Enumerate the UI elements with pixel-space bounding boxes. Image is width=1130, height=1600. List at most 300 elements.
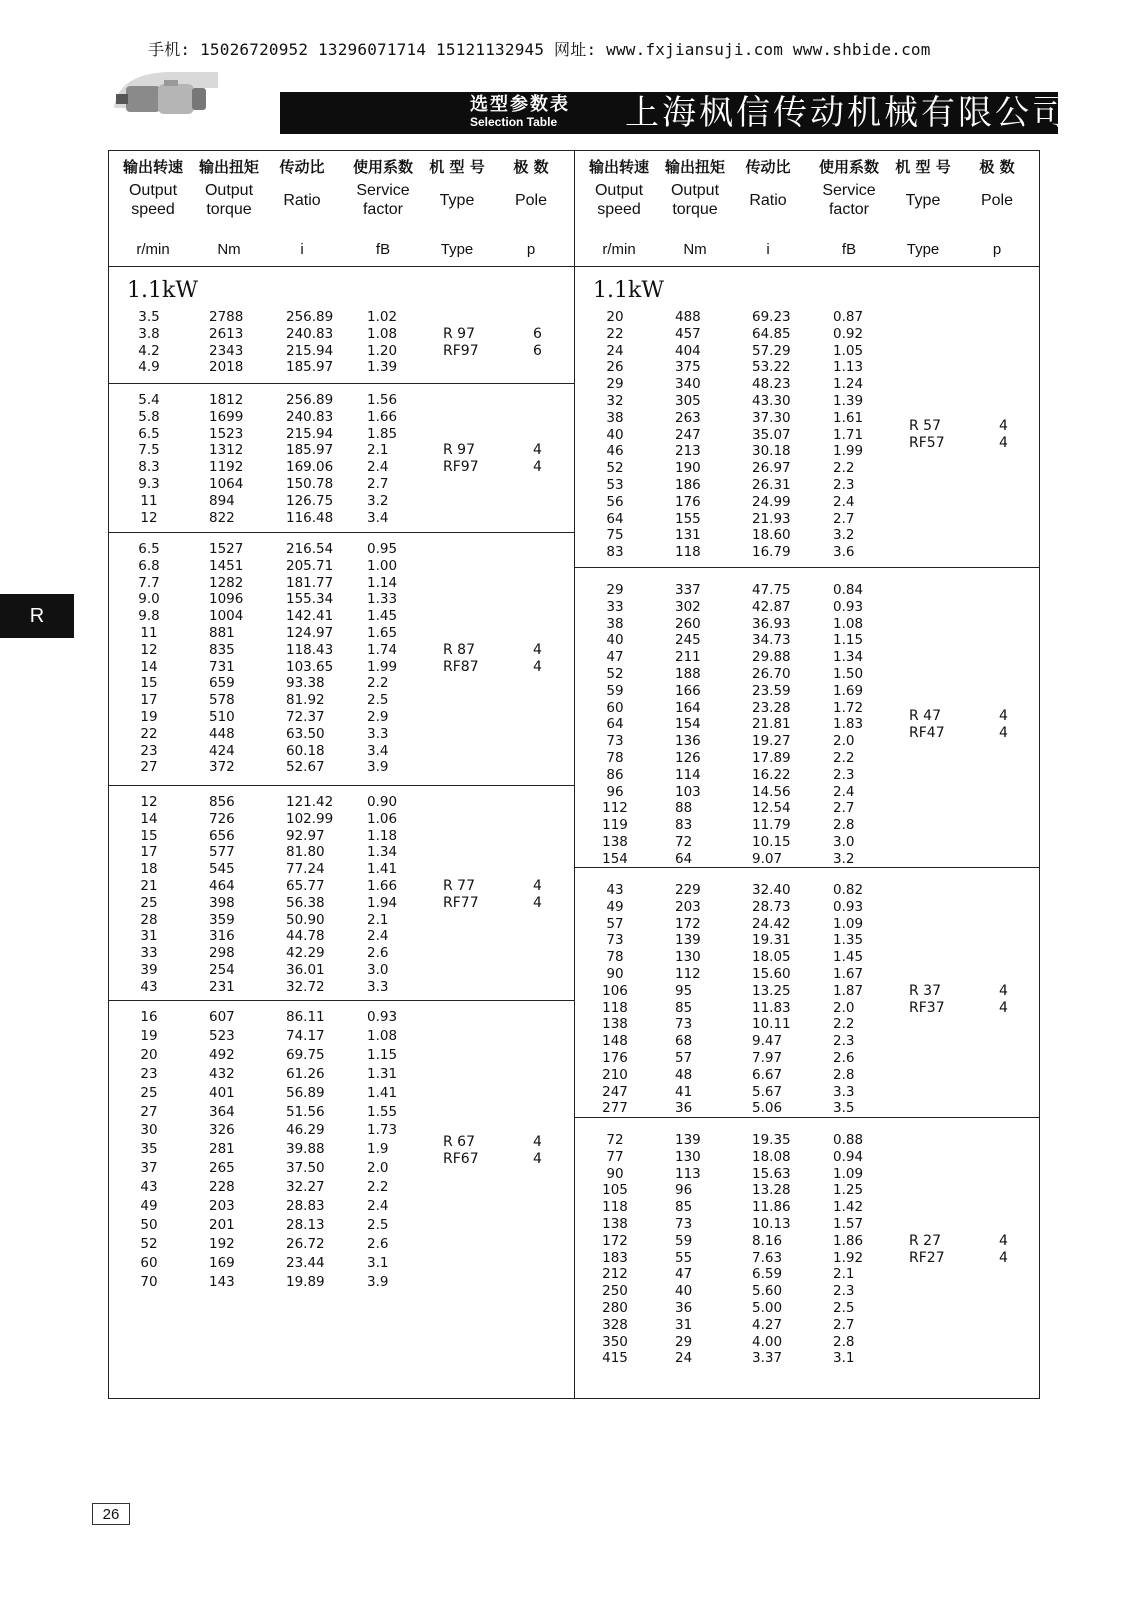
ratio: 51.56 <box>286 1103 325 1120</box>
table-row <box>575 326 1040 343</box>
output-torque: 143 <box>209 1273 235 1290</box>
table-row <box>575 359 1040 376</box>
output-speed: 33 <box>606 598 624 615</box>
output-torque: 47 <box>675 1266 693 1283</box>
column-header <box>343 153 423 263</box>
service-factor: 2.1 <box>833 1266 855 1283</box>
table-row <box>109 675 574 692</box>
output-speed: 277 <box>602 1100 628 1117</box>
service-factor: 1.02 <box>367 309 398 325</box>
output-speed: 52 <box>606 666 624 682</box>
table-row <box>575 767 1040 784</box>
table-row <box>109 1009 574 1026</box>
output-speed: 50 <box>140 1216 158 1233</box>
table-row <box>575 544 1040 561</box>
output-speed: 23 <box>140 742 158 759</box>
output-torque: 281 <box>209 1141 235 1158</box>
output-speed: 83 <box>606 544 624 561</box>
table-row <box>575 1199 1040 1216</box>
ratio: 26.72 <box>286 1235 325 1252</box>
output-speed: 90 <box>606 1165 624 1182</box>
column-header-cn: 使用系数 <box>818 158 879 176</box>
column-header-en-line: speed <box>597 201 641 218</box>
output-speed: 39 <box>140 962 158 978</box>
output-torque: 139 <box>675 932 701 949</box>
ratio: 57.29 <box>752 342 791 359</box>
table-row <box>109 878 574 895</box>
column-header-en-line: Output <box>594 182 644 199</box>
output-torque: 260 <box>675 615 701 632</box>
table-row <box>109 1179 574 1196</box>
pole-count: 4 <box>533 877 542 894</box>
service-factor: 1.09 <box>833 915 864 932</box>
service-factor: 2.8 <box>833 1333 855 1350</box>
pole-count: 4 <box>999 418 1008 434</box>
ratio: 21.93 <box>752 510 791 527</box>
table-row <box>575 599 1040 616</box>
service-factor: 1.20 <box>367 342 398 359</box>
output-speed: 20 <box>606 309 624 325</box>
output-torque: 1064 <box>209 476 244 492</box>
pole-count: 4 <box>533 641 542 658</box>
ratio: 19.35 <box>752 1132 791 1148</box>
service-factor: 2.2 <box>833 1016 855 1033</box>
output-torque: 726 <box>209 810 235 827</box>
service-factor: 2.0 <box>833 999 855 1016</box>
service-factor: 1.85 <box>367 425 398 442</box>
output-speed: 15 <box>140 675 158 692</box>
model-type: RF67 <box>443 1150 479 1167</box>
ratio: 215.94 <box>286 425 334 442</box>
output-speed: 3.5 <box>138 309 160 325</box>
output-torque: 656 <box>209 827 235 844</box>
pole-count: 4 <box>533 894 542 911</box>
table-row <box>575 1166 1040 1183</box>
output-torque: 154 <box>675 716 701 733</box>
output-speed: 31 <box>140 928 158 945</box>
ratio: 42.87 <box>752 598 791 615</box>
service-factor: 1.83 <box>833 716 864 733</box>
pole-count: 6 <box>533 325 542 342</box>
ratio: 18.60 <box>752 527 791 544</box>
output-torque: 231 <box>209 978 235 995</box>
table-row <box>575 666 1040 683</box>
output-speed: 37 <box>140 1160 158 1177</box>
column-header-en-line: torque <box>206 201 252 218</box>
ratio: 240.83 <box>286 325 334 342</box>
service-factor: 2.5 <box>833 1300 855 1316</box>
output-torque: 1812 <box>209 392 244 408</box>
service-factor: 1.94 <box>367 894 398 911</box>
output-torque: 229 <box>675 882 701 898</box>
output-torque: 337 <box>675 582 701 598</box>
model-type: RF27 <box>909 1249 945 1266</box>
output-torque: 113 <box>675 1165 701 1182</box>
service-factor: 0.88 <box>833 1132 864 1148</box>
service-factor: 1.57 <box>833 1216 864 1232</box>
output-torque: 404 <box>675 342 701 359</box>
column-header-cn: 传动比 <box>745 158 791 176</box>
service-factor: 2.1 <box>367 442 389 459</box>
ratio: 53.22 <box>752 359 791 376</box>
output-speed: 17 <box>140 844 158 861</box>
ratio: 103.65 <box>286 658 334 675</box>
ratio: 5.00 <box>752 1300 783 1316</box>
table-row <box>109 392 574 409</box>
column-header-en <box>809 181 889 219</box>
ratio: 42.29 <box>286 945 325 962</box>
column-header-cn: 机 型 号 <box>429 158 485 176</box>
table-row <box>575 632 1040 649</box>
column-header <box>189 153 269 263</box>
table-row <box>109 493 574 510</box>
table-row <box>109 442 574 459</box>
ratio: 35.07 <box>752 426 791 443</box>
output-torque: 254 <box>209 962 235 978</box>
output-torque: 1451 <box>209 557 244 574</box>
column-header-cn: 极 数 <box>513 158 549 176</box>
ratio: 39.88 <box>286 1141 325 1158</box>
table-row <box>575 427 1040 444</box>
column-header-en-line: Service <box>356 182 410 199</box>
ratio: 29.88 <box>752 649 791 666</box>
table-row <box>109 343 574 360</box>
service-factor: 1.42 <box>833 1199 864 1216</box>
table-row <box>575 1149 1040 1166</box>
table-row <box>109 1198 574 1215</box>
output-torque: 130 <box>675 1148 701 1165</box>
ratio: 3.37 <box>752 1350 783 1367</box>
ratio: 216.54 <box>286 541 334 557</box>
table-row <box>109 1160 574 1177</box>
service-factor: 0.84 <box>833 582 864 598</box>
column-header-en-line: Pole <box>514 192 548 209</box>
output-speed: 77 <box>606 1148 624 1165</box>
table-row <box>575 460 1040 477</box>
output-speed: 154 <box>602 850 628 867</box>
output-torque: 192 <box>209 1235 235 1252</box>
output-speed: 59 <box>606 682 624 699</box>
ratio: 13.28 <box>752 1182 791 1199</box>
output-speed: 38 <box>606 615 624 632</box>
output-speed: 14 <box>140 658 158 675</box>
output-torque: 457 <box>675 325 701 342</box>
column-unit: fB <box>375 241 391 258</box>
table-row <box>109 541 574 558</box>
table-row <box>109 659 574 676</box>
pole-count: 4 <box>999 999 1008 1016</box>
output-torque: 96 <box>675 1182 693 1199</box>
service-factor: 0.87 <box>833 309 864 325</box>
table-row <box>575 716 1040 733</box>
output-torque: 305 <box>675 393 701 409</box>
service-factor: 1.56 <box>367 392 398 408</box>
output-speed: 5.8 <box>138 408 160 425</box>
service-factor: 2.2 <box>833 750 855 766</box>
output-speed: 49 <box>606 898 624 915</box>
ratio: 72.37 <box>286 709 325 725</box>
output-speed: 33 <box>140 945 158 962</box>
output-torque: 316 <box>209 928 235 945</box>
service-factor: 1.00 <box>367 557 398 574</box>
ratio: 10.13 <box>752 1216 791 1232</box>
service-factor: 1.66 <box>367 878 398 894</box>
column-header-en-line: Output <box>204 182 254 199</box>
output-torque: 245 <box>675 632 701 649</box>
output-speed: 19 <box>140 709 158 725</box>
output-speed: 53 <box>606 477 624 493</box>
table-row <box>109 608 574 625</box>
output-torque: 2788 <box>209 309 244 325</box>
column-header <box>113 153 193 263</box>
ratio: 181.77 <box>286 574 334 591</box>
service-factor: 2.7 <box>833 510 855 527</box>
output-torque: 73 <box>675 1016 693 1033</box>
column-header-en-line: factor <box>362 201 403 218</box>
table-row <box>109 1122 574 1139</box>
table-row <box>109 928 574 945</box>
ratio: 56.38 <box>286 894 325 911</box>
pole-count: 4 <box>999 1249 1008 1266</box>
output-torque: 68 <box>675 1033 693 1050</box>
output-torque: 432 <box>209 1065 235 1082</box>
output-speed: 5.4 <box>138 392 160 408</box>
ratio: 81.80 <box>286 844 325 861</box>
ratio: 12.54 <box>752 800 791 817</box>
table-row <box>575 527 1040 544</box>
output-torque: 85 <box>675 999 693 1016</box>
output-torque: 1527 <box>209 541 244 557</box>
column-header <box>967 153 1027 263</box>
output-speed: 9.8 <box>138 608 160 625</box>
model-type: R 97 <box>443 325 475 342</box>
output-speed: 210 <box>602 1066 628 1083</box>
page-number: 26 <box>92 1503 130 1525</box>
service-factor: 0.95 <box>367 541 398 557</box>
table-row <box>575 1250 1040 1267</box>
ratio: 5.60 <box>752 1283 783 1300</box>
ratio: 46.29 <box>286 1122 325 1139</box>
table-row <box>109 1274 574 1291</box>
output-speed: 6.5 <box>138 541 160 557</box>
service-factor: 1.99 <box>833 443 864 460</box>
table-row <box>575 733 1040 750</box>
table-row <box>109 1028 574 1045</box>
output-speed: 35 <box>140 1141 158 1158</box>
output-torque: 1523 <box>209 425 244 442</box>
table-row <box>109 1104 574 1121</box>
column-header-en <box>655 181 735 219</box>
table-row <box>109 828 574 845</box>
column-header <box>809 153 889 263</box>
service-factor: 2.3 <box>833 1283 855 1300</box>
column-header-en <box>967 181 1027 210</box>
output-torque: 607 <box>209 1009 235 1025</box>
output-speed: 52 <box>140 1235 158 1252</box>
table-row <box>109 642 574 659</box>
output-speed: 118 <box>602 1199 628 1216</box>
table-row <box>575 817 1040 834</box>
column-header-en-line: Output <box>128 182 178 199</box>
pole-count: 4 <box>533 459 542 476</box>
output-speed: 78 <box>606 750 624 766</box>
output-speed: 64 <box>606 716 624 733</box>
output-speed: 4.9 <box>138 359 160 376</box>
output-torque: 298 <box>209 945 235 962</box>
group-separator <box>109 785 574 786</box>
output-torque: 2343 <box>209 342 244 359</box>
ratio: 43.30 <box>752 393 791 409</box>
service-factor: 1.73 <box>367 1122 398 1139</box>
output-speed: 138 <box>602 834 628 850</box>
service-factor: 1.61 <box>833 409 864 426</box>
company-name: 上海枫信传动机械有限公司 <box>625 93 1069 133</box>
output-speed: 46 <box>606 443 624 460</box>
service-factor: 3.3 <box>367 725 389 742</box>
ratio: 34.73 <box>752 632 791 649</box>
output-torque: 2018 <box>209 359 244 376</box>
output-torque: 326 <box>209 1122 235 1139</box>
column-header-en <box>343 181 423 219</box>
ratio: 102.99 <box>286 810 334 827</box>
table-row <box>575 916 1040 933</box>
output-torque: 1096 <box>209 591 244 608</box>
service-factor: 0.93 <box>833 598 864 615</box>
table-row <box>575 443 1040 460</box>
pole-count: 4 <box>533 442 542 459</box>
model-type: R 47 <box>909 707 941 724</box>
service-factor: 2.7 <box>833 1316 855 1333</box>
table-row <box>575 1050 1040 1067</box>
output-speed: 72 <box>606 1132 624 1148</box>
output-torque: 302 <box>675 598 701 615</box>
service-factor: 2.2 <box>833 460 855 477</box>
table-row <box>575 1000 1040 1017</box>
service-factor: 1.33 <box>367 591 398 608</box>
ratio: 116.48 <box>286 509 334 526</box>
service-factor: 0.90 <box>367 794 398 810</box>
service-factor: 1.24 <box>833 376 864 393</box>
output-speed: 73 <box>606 733 624 750</box>
service-factor: 3.1 <box>367 1254 389 1271</box>
table-row <box>109 912 574 929</box>
column-unit: p <box>526 241 536 258</box>
output-speed: 15 <box>140 827 158 844</box>
service-factor: 3.3 <box>367 978 389 995</box>
column-header <box>733 153 803 263</box>
ratio: 185.97 <box>286 359 334 376</box>
ratio: 11.79 <box>752 817 791 834</box>
table-row <box>575 511 1040 528</box>
output-speed: 12 <box>140 794 158 810</box>
output-torque: 164 <box>675 699 701 716</box>
group-separator <box>109 532 574 533</box>
ratio: 24.42 <box>752 915 791 932</box>
ratio: 126.75 <box>286 492 334 509</box>
table-row <box>109 476 574 493</box>
service-factor: 1.69 <box>833 682 864 699</box>
column-header-en-line: Output <box>670 182 720 199</box>
table-row <box>575 1216 1040 1233</box>
ratio: 18.08 <box>752 1148 791 1165</box>
table-row <box>575 1016 1040 1033</box>
table-row <box>109 409 574 426</box>
output-speed: 38 <box>606 409 624 426</box>
ratio: 36.93 <box>752 615 791 632</box>
ratio: 48.23 <box>752 376 791 393</box>
column-unit: p <box>992 241 1002 258</box>
ratio: 26.70 <box>752 666 791 682</box>
ratio: 69.23 <box>752 309 791 325</box>
service-factor: 1.72 <box>833 699 864 716</box>
service-factor: 2.6 <box>833 1050 855 1066</box>
output-speed: 78 <box>606 949 624 966</box>
column-header-en <box>189 181 269 219</box>
ratio: 23.28 <box>752 699 791 716</box>
table-row <box>575 932 1040 949</box>
service-factor: 1.92 <box>833 1249 864 1266</box>
pole-count: 4 <box>999 982 1008 999</box>
ratio: 26.97 <box>752 460 791 477</box>
ratio: 15.63 <box>752 1165 791 1182</box>
model-type: R 77 <box>443 877 475 894</box>
table-row <box>109 945 574 962</box>
output-speed: 70 <box>140 1273 158 1290</box>
output-speed: 27 <box>140 1103 158 1120</box>
column-header <box>579 153 659 263</box>
pole-count: 6 <box>533 342 542 359</box>
pole-count: 4 <box>999 1232 1008 1249</box>
model-type: RF47 <box>909 724 945 741</box>
column-header <box>655 153 735 263</box>
output-speed: 24 <box>606 342 624 359</box>
table-row <box>109 709 574 726</box>
ratio: 215.94 <box>286 342 334 359</box>
output-speed: 43 <box>140 978 158 995</box>
output-torque: 822 <box>209 509 235 526</box>
service-factor: 1.25 <box>833 1182 864 1199</box>
model-type: R 87 <box>443 641 475 658</box>
column-header <box>501 153 561 263</box>
service-factor: 3.4 <box>367 509 389 526</box>
ratio: 32.72 <box>286 978 325 995</box>
column-header-en-line: factor <box>828 201 869 218</box>
output-torque: 41 <box>675 1083 693 1100</box>
service-factor: 1.39 <box>833 393 864 409</box>
service-factor: 3.1 <box>833 1350 855 1367</box>
service-factor: 1.86 <box>833 1232 864 1249</box>
output-torque: 83 <box>675 817 693 834</box>
output-speed: 23 <box>140 1065 158 1082</box>
output-speed: 16 <box>140 1009 158 1025</box>
service-factor: 3.2 <box>833 527 855 544</box>
output-torque: 492 <box>209 1046 235 1063</box>
table-row <box>575 477 1040 494</box>
service-factor: 2.9 <box>367 709 389 725</box>
output-torque: 359 <box>209 911 235 928</box>
left-half <box>109 151 574 1398</box>
ratio: 124.97 <box>286 625 334 641</box>
service-factor: 1.31 <box>367 1065 398 1082</box>
ratio: 256.89 <box>286 309 334 325</box>
group-separator <box>575 567 1040 568</box>
table-row <box>575 882 1040 899</box>
power-label: 1.1kW <box>127 278 198 303</box>
output-torque: 172 <box>675 915 701 932</box>
pole-count: 4 <box>533 658 542 675</box>
service-factor: 3.4 <box>367 742 389 759</box>
ratio: 30.18 <box>752 443 791 460</box>
